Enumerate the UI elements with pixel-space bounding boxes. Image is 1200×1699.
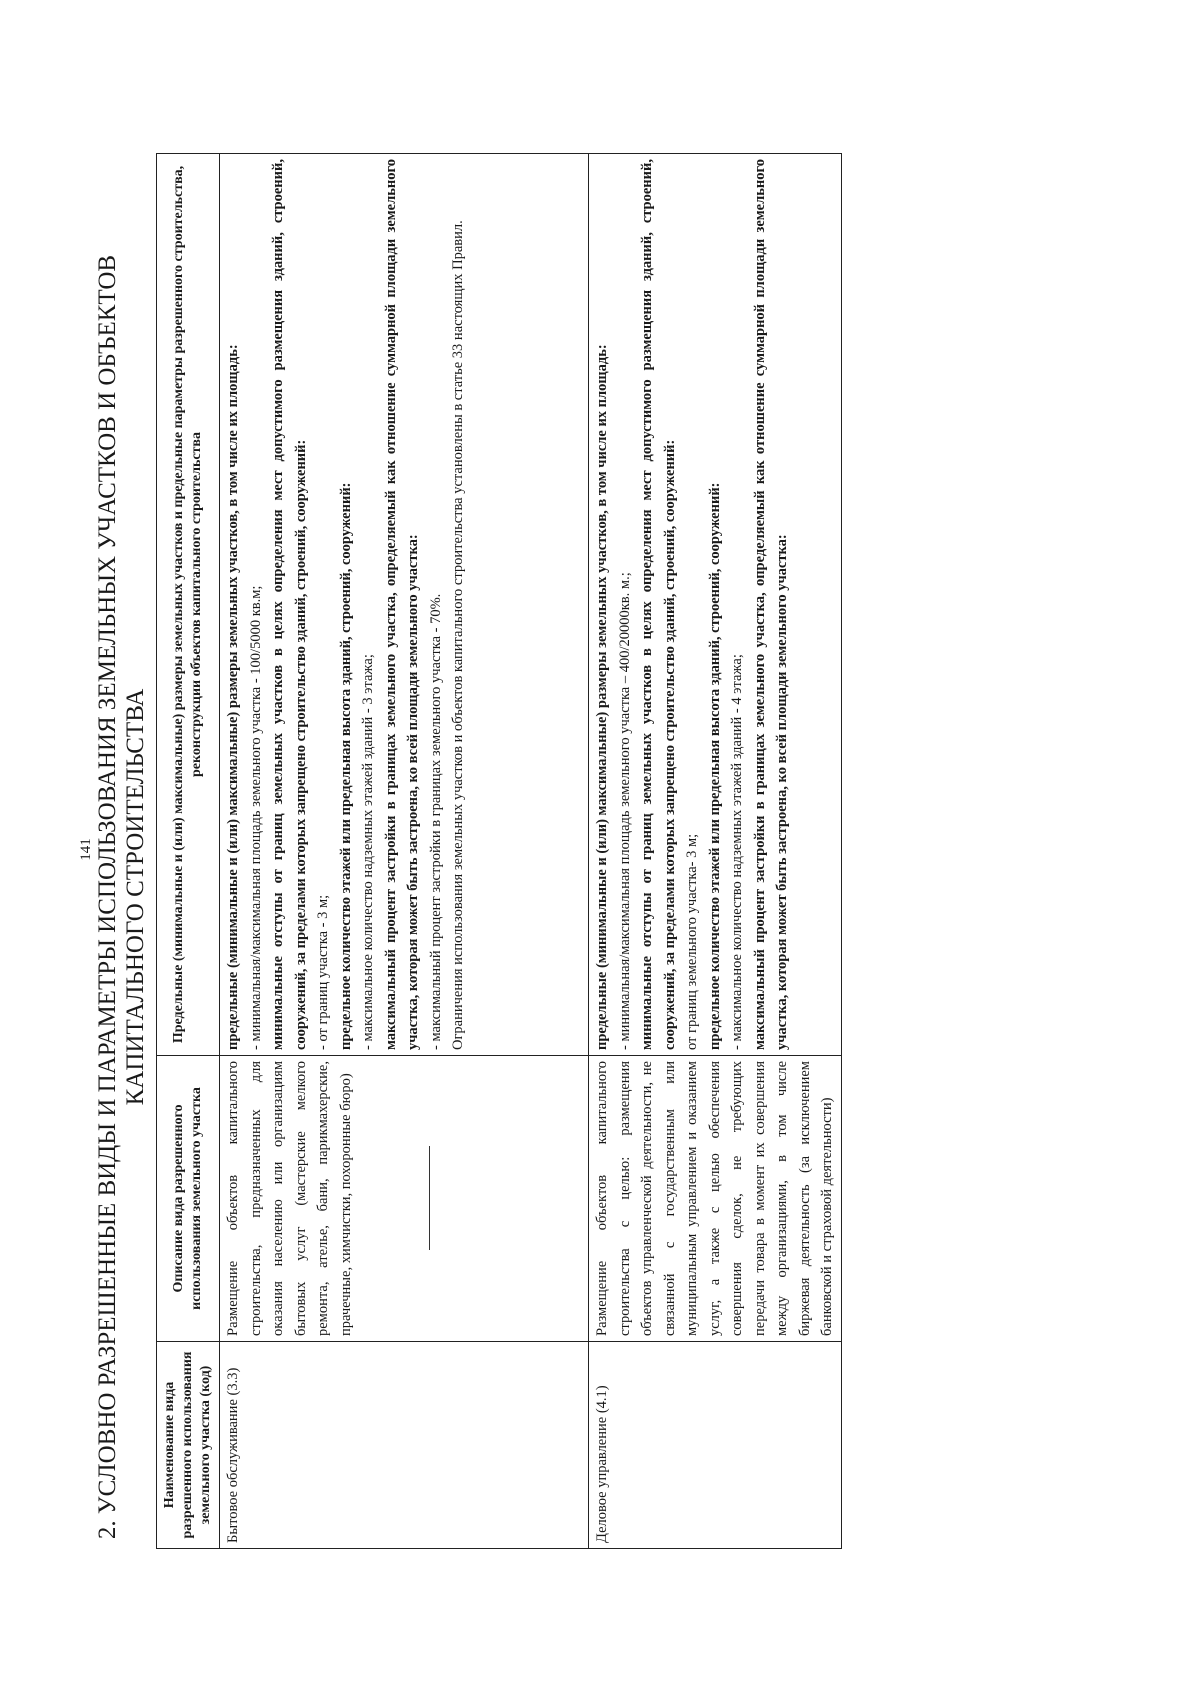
table-row (220, 154, 589, 1549)
param-line: предельные (минимальные и (или) максимальные) размеры земельных участков, в том числе их площадь: (225, 344, 241, 1050)
use-description: Размещение объектов капитального строительства с целью: размещения объектов управленческой деятельности, не связанной с государственным или муниципальным управлением и оказанием услуг, а также с целью обеспечения совершения сделок, не требующих передачи товара в момент их совершения между организациями, в том числе биржевая деятельность (за исключением банковской и страховой деятельности) (594, 1061, 835, 1336)
row-params-cell (220, 154, 589, 1056)
param-line: - минимальная/максимальная площадь земельного участка - 100/5000 кв.м; (247, 585, 264, 1050)
param-line: максимальный процент застройки в границах земельного участка, определяемый как отношение суммарной площади земельного участка, которая может быть застроена, ко всей площади земельного участка: (751, 159, 790, 1050)
use-name: Бытовое обслуживание (3.3) (225, 1367, 241, 1543)
table-row (589, 154, 842, 1549)
header-name: Наименование вида разрешенного использования земельного участка (код) (157, 1342, 220, 1549)
row-params-cell (589, 154, 842, 1056)
use-name: Деловое управление (4.1) (594, 1385, 610, 1543)
table-header-row (157, 154, 220, 1549)
param-line: Ограничения использования земельных участков и объектов капитального строительства установлены в статье 33 настоящих Правил. (450, 220, 466, 1050)
row-description-cell (589, 1056, 842, 1342)
header-description: Описание вида разрешенного использования земельного участка (157, 1056, 220, 1342)
use-description: Размещение объектов капитального строительства, предназначенных для оказания населению или организациям бытовых услуг (мастерские мелкого ремонта, ателье, бани, парикмахерские, прачечные, химчистки, похоронные бюро) (225, 1061, 354, 1336)
param-line: - минимальная/максимальная площадь земельного участка – 400/20000кв. м.; (616, 572, 633, 1050)
dash-line (429, 1147, 430, 1251)
page-title: 2. УСЛОВНО РАЗРЕШЕННЫЕ ВИДЫ И ПАРАМЕТРЫ ИСПОЛЬЗОВАНИЯ ЗЕМЕЛЬНЫХ УЧАСТКОВ И ОБЪЕКТОВ КАПИТАЛЬНОГО СТРОИТЕЛЬСТВА (94, 254, 149, 1540)
param-line: - максимальное количество надземных этажей зданий - 3 этажа; (360, 654, 376, 1050)
row-name-cell (220, 1342, 589, 1549)
header-parameters: Предельные (минимальные и (или) максимальные) размеры земельных участков и предельные параметры разрешенного строительства, реконструкции объектов капитального строительства (157, 154, 220, 1056)
param-line: предельное количество этажей или предельная высота зданий, строений, сооружений: (706, 482, 723, 1050)
param-line: предельное количество этажей или предельная высота зданий, строений, сооружений: (337, 482, 354, 1050)
regulations-table (156, 153, 842, 1549)
param-line: минимальные отступы от границ земельных участков в целях определения мест допустимого размещения зданий, строений, сооружений, за пределами которых запрещено строительство зданий, строений, сооружений: (639, 159, 678, 1050)
param-line: предельные (минимальные и (или) максимальные) размеры земельных участков, в том числе их площадь: (594, 344, 610, 1050)
row-name-cell (589, 1342, 842, 1549)
param-line: - максимальный процент застройки в границах земельного участка - 70%. (427, 593, 444, 1050)
param-line: максимальный процент застройки в границах земельного участка, определяемый как отношение суммарной площади земельного участка, которая может быть застроена, ко всей площади земельного участка: (382, 159, 421, 1050)
param-line: - максимальное количество надземных этажей зданий - 4 этажа; (729, 654, 745, 1050)
param-line: - от границ участка - 3 м; (315, 894, 331, 1050)
param-line: минимальные отступы от границ земельных участков в целях определения мест допустимого размещения зданий, строений, сооружений, за пределами которых запрещено строительство зданий, строений, сооружений: (270, 159, 309, 1050)
page-number: 141 (78, 838, 94, 861)
param-line: от границ земельного участка- 3 м; (684, 833, 700, 1050)
row-description-cell (220, 1056, 589, 1342)
empty-dash (415, 1061, 438, 1336)
